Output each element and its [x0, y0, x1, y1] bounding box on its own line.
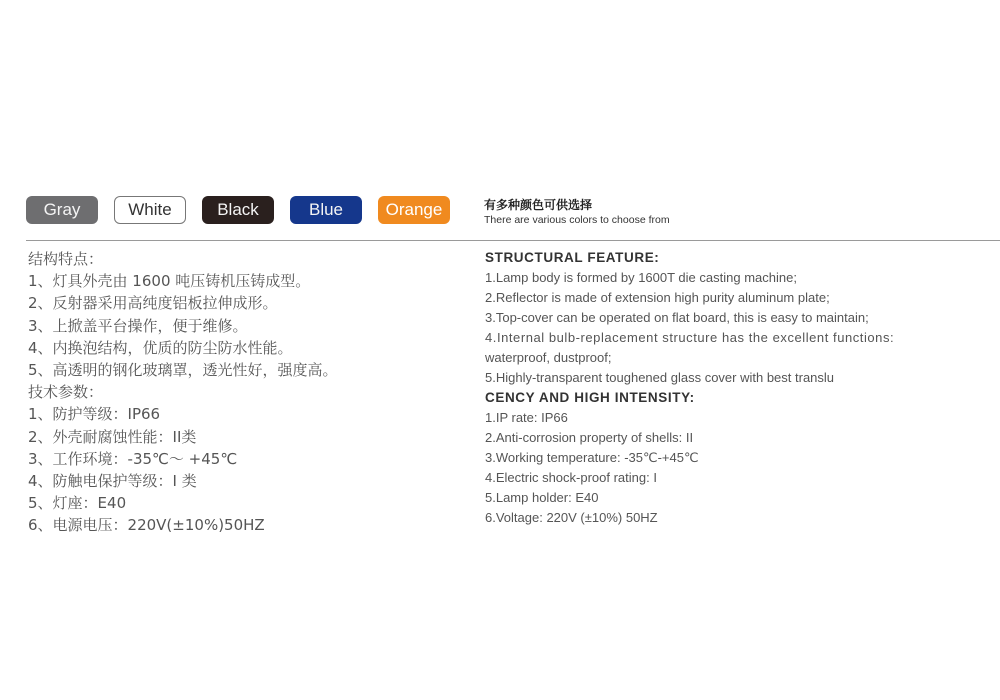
en-structural-item-2: 2.Reflector is made of extension high purity aluminum plate;: [485, 290, 830, 305]
cn-structure-title: 结构特点：: [28, 250, 104, 268]
en-tech-heading: CENCY AND HIGH INTENSITY:: [485, 390, 695, 405]
en-tech-item-6: 6.Voltage: 220V (±10%) 50HZ: [485, 510, 658, 525]
en-structural-item-3: 3.Top-cover can be operated on flat board, this is easy to maintain;: [485, 310, 869, 325]
cn-tech-item-3: 3、工作环境：-35℃～ +45℃: [28, 449, 238, 468]
cn-structure-item-3: 3、上掀盖平台操作，便于维修。: [28, 316, 248, 335]
en-structural-item-4-cont: waterproof, dustproof;: [485, 350, 612, 365]
en-tech-item-5: 5.Lamp holder: E40: [485, 490, 599, 505]
en-structural-item-5: 5.Highly-transparent toughened glass cover with best translu: [485, 370, 835, 385]
cn-structure-item-5: 5、高透明的钢化玻璃罩，透光性好，强度高。: [28, 361, 338, 380]
cn-tech-item-6: 6、电源电压：220V(±10%)50HZ: [28, 516, 265, 535]
en-spec-column: [485, 248, 990, 528]
cn-structure-item-4: 4、内换泡结构，优质的防尘防水性能。: [28, 338, 293, 357]
cn-tech-item-2: 2、外壳耐腐蚀性能：II类: [28, 427, 197, 446]
cn-tech-item-1: 1、防护等级：IP66: [28, 405, 161, 424]
cn-tech-title: 技术参数：: [28, 383, 104, 402]
color-swatch-black[interactable]: Black: [202, 196, 274, 224]
colors-note-cn: 有多种颜色可供选择: [484, 198, 593, 212]
section-divider: [26, 240, 1000, 241]
en-tech-item-1: 1.IP rate: IP66: [485, 410, 568, 425]
cn-tech-item-5: 5、灯座：E40: [28, 494, 127, 513]
color-swatch-white[interactable]: White: [114, 196, 186, 224]
cn-structure-item-1: 1、灯具外壳由 1600 吨压铸机压铸成型。: [28, 272, 311, 291]
colors-note: [484, 197, 670, 228]
en-tech-item-3: 3.Working temperature: -35℃-+45℃: [485, 450, 699, 465]
color-swatch-blue[interactable]: Blue: [290, 196, 362, 224]
en-structural-heading: STRUCTURAL FEATURE:: [485, 250, 660, 265]
en-tech-item-2: 2.Anti-corrosion property of shells: II: [485, 430, 694, 445]
color-swatch-row: [26, 196, 450, 224]
color-swatch-gray[interactable]: Gray: [26, 196, 98, 224]
cn-structure-item-2: 2、反射器采用高纯度铝板拉伸成形。: [28, 294, 278, 313]
en-structural-item-1: 1.Lamp body is formed by 1600T die casting machine;: [485, 270, 797, 285]
color-swatch-orange[interactable]: Orange: [378, 196, 450, 224]
en-structural-item-4: 4.Internal bulb-replacement structure has the excellent functions:: [485, 330, 895, 345]
en-tech-item-4: 4.Electric shock-proof rating: I: [485, 470, 657, 485]
cn-tech-item-4: 4、防触电保护等级：I 类: [28, 472, 197, 491]
colors-note-en: There are various colors to choose from: [484, 214, 670, 226]
cn-spec-column: [28, 248, 338, 537]
